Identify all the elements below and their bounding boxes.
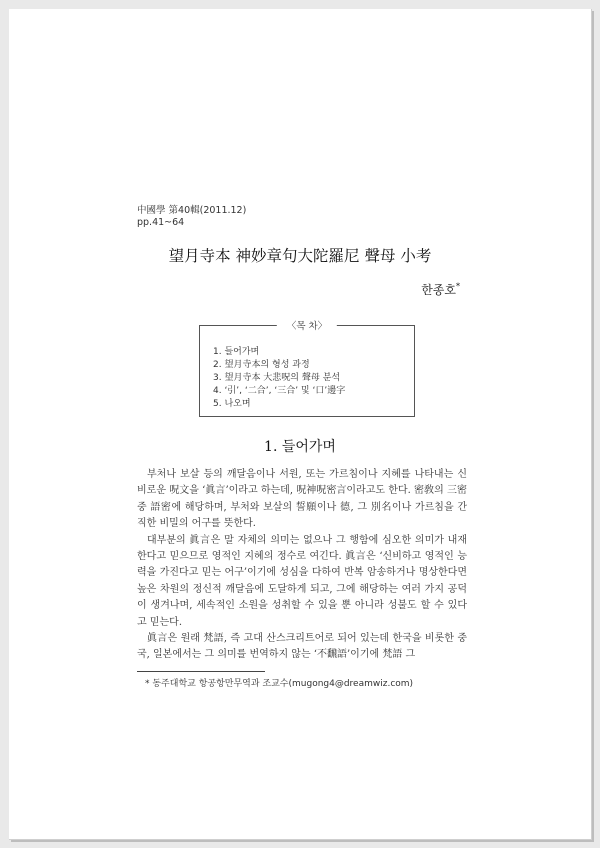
page-range: pp.41~64	[137, 217, 185, 228]
paragraph: 대부분의 眞言은 말 자체의 의미는 없으나 그 행함에 심오한 의미가 내재한다고 믿으므로 영적인 지혜의 정수로 여긴다. 眞言은 ‘신비하고 영적인 능력을 가진다고 믿는 어구’이기에 성심을 다하여 반복 암송하거나 명상한다면 높은 차원의 정신적 깨달음에 도달하게 되고, 그에 해당하는 여러 가지 공덕이 생겨나며, 세속적인 소원을 성취할 수 있을 뿐 아니라 성불도 할 수 있다고 믿는다.	[137, 534, 467, 628]
toc-label: 〈목 차〉	[277, 318, 337, 332]
toc-item: 3. 望月寺本 大悲呪의 聲母 분석	[213, 373, 341, 383]
toc-item: 5. 나오며	[213, 399, 251, 409]
toc-item: 1. 들어가며	[213, 347, 260, 357]
body-text	[137, 467, 467, 664]
toc-item: 2. 望月寺本의 형성 과정	[213, 360, 310, 370]
table-of-contents	[199, 321, 415, 417]
journal-header: 中國學 第40輯(2011.12)	[137, 205, 247, 216]
paper-title: 望月寺本 神妙章句大陀羅尼 聲母 小考	[168, 247, 432, 265]
footnote: * 동주대학교 항공항만무역과 조교수(mugong4@dreamwiz.com)	[145, 679, 414, 689]
author-name: 한종호	[421, 283, 456, 297]
toc-list	[213, 346, 345, 411]
author	[421, 281, 460, 298]
toc-item: 4. ‘引’, ‘二合’, ‘三合’ 및 ‘口’邊字	[213, 386, 346, 396]
footnote-divider	[137, 671, 265, 672]
paragraph: 眞言은 원래 梵語, 즉 고대 산스크리트어로 되어 있는데 한국을 비롯한 중국, 일본에서는 그 의미를 번역하지 않는 ‘不飜語’이기에 梵語 그	[137, 633, 467, 661]
paragraph: 부처나 보살 등의 깨달음이나 서원, 또는 가르침이나 지혜를 나타내는 신비로운 呪文을 ‘眞言’이라고 하는데, 呪神呪密言이라고도 한다. 密敎의 三密 중 語密에 해당하며, 부처와 보살의 誓願이나 德, 그 別名이나 가르침을 간직한 비밀의 어구를 뜻한다.	[137, 469, 467, 530]
author-footnote-mark: *	[456, 282, 460, 291]
document-page	[9, 9, 592, 840]
section-heading: 1. 들어가며	[264, 439, 336, 455]
